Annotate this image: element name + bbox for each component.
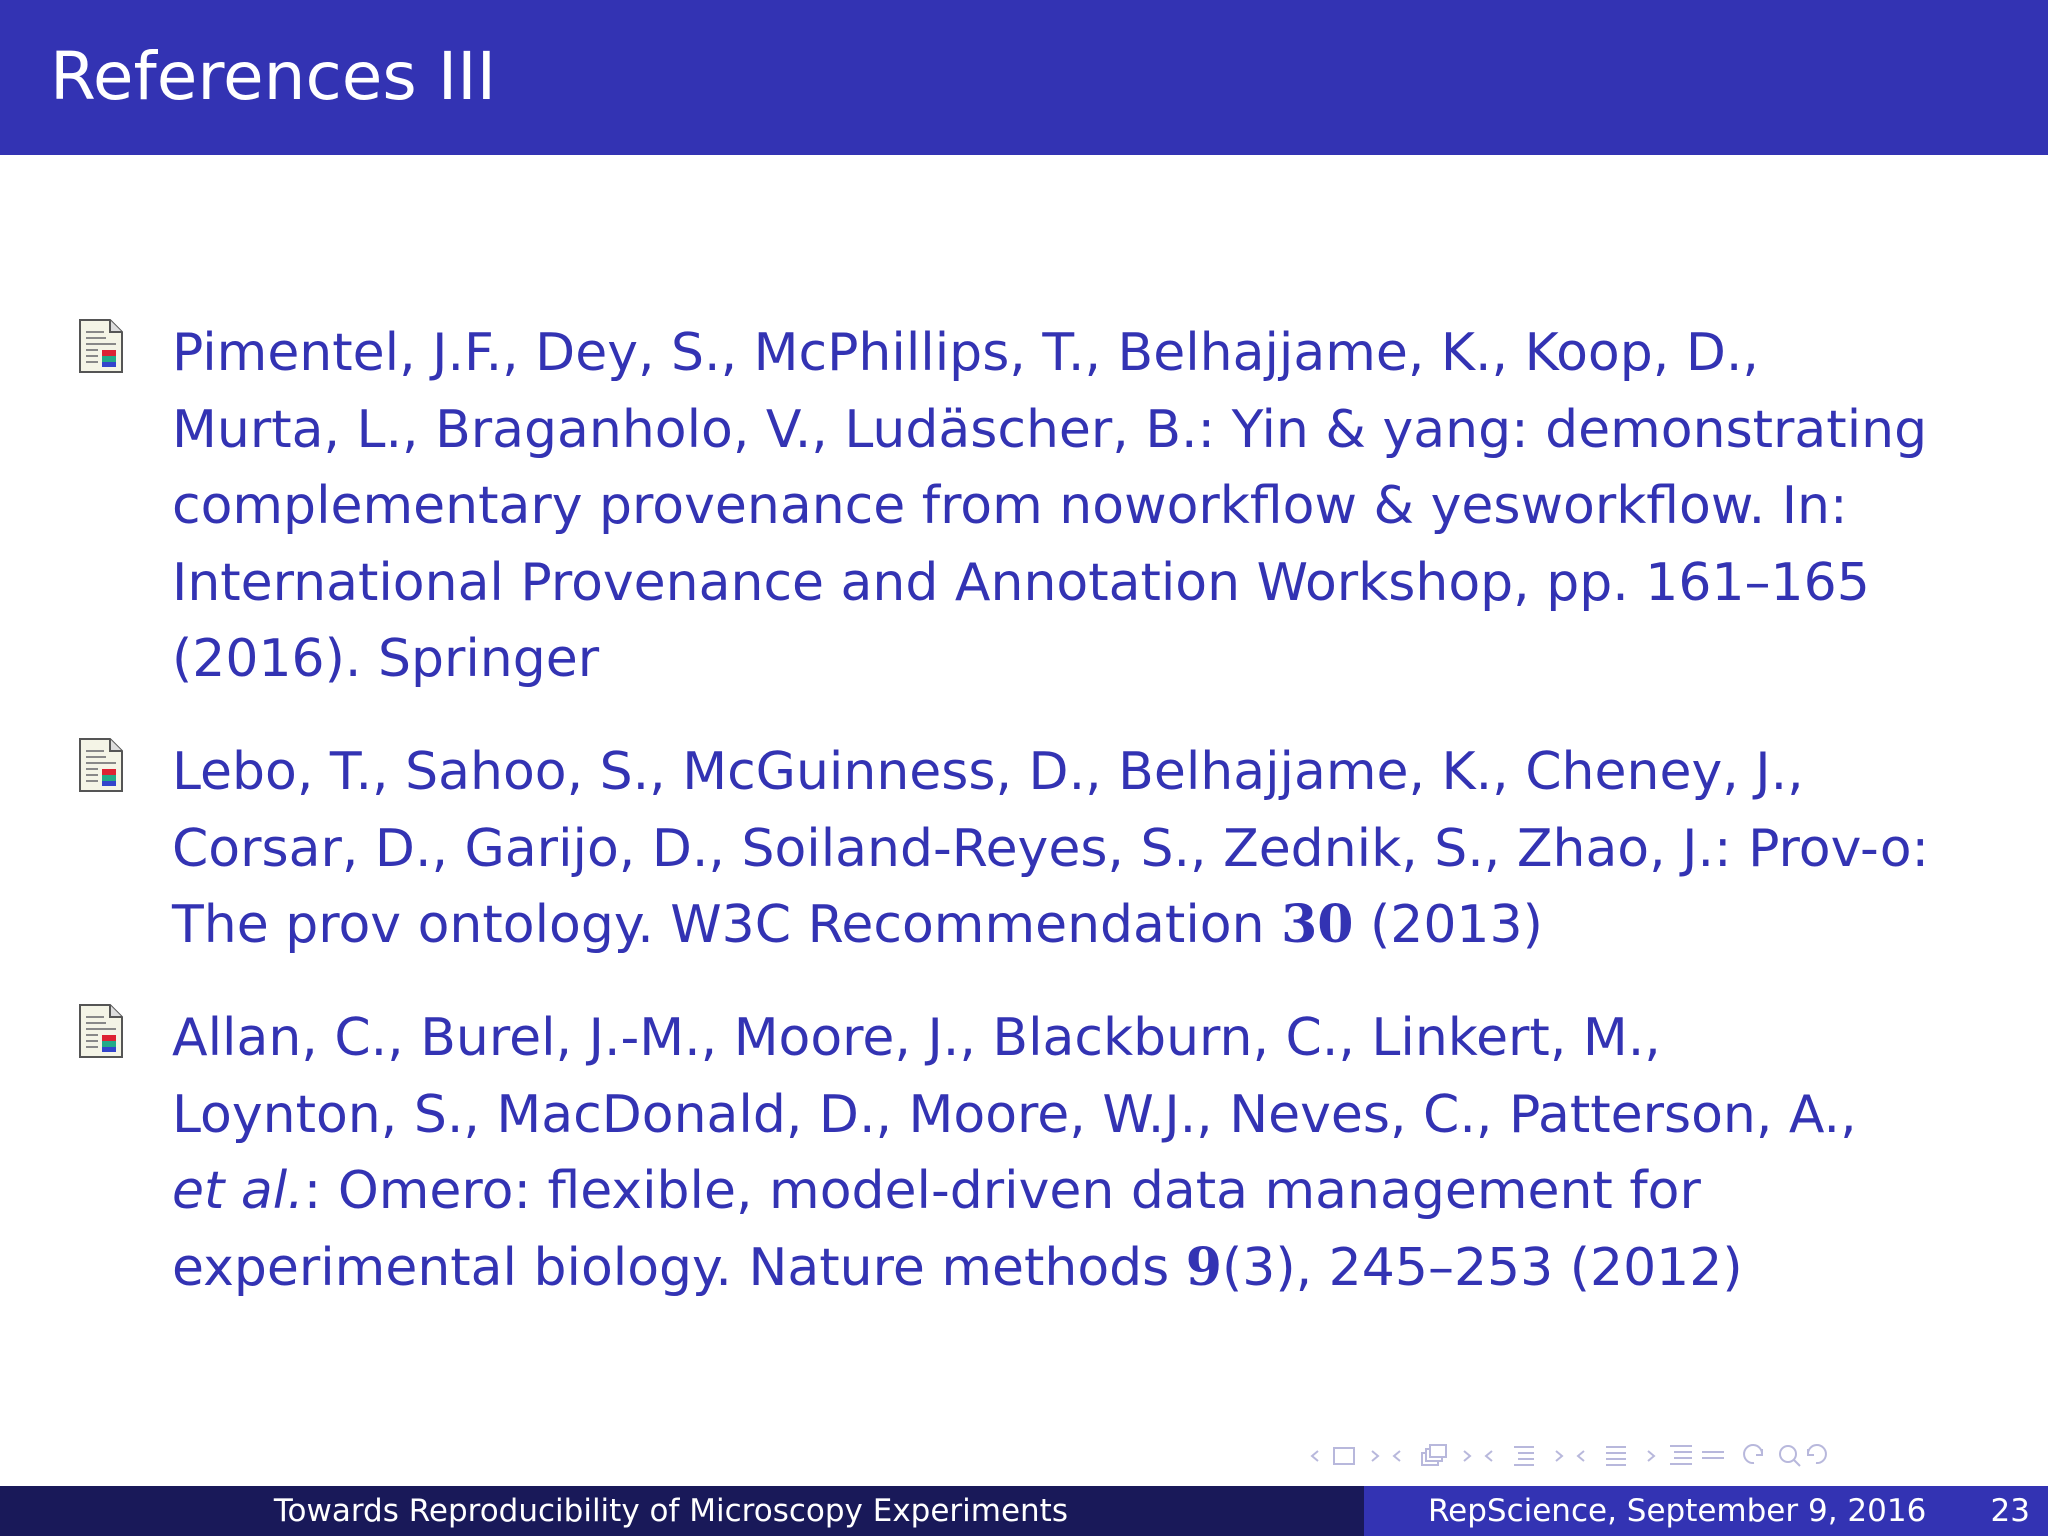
- slide-title: References III: [50, 38, 497, 115]
- frame-nav-icon[interactable]: [1310, 1443, 1380, 1469]
- footer-date: RepScience, September 9, 2016: [1428, 1493, 1927, 1529]
- reference-line: (2016). Springer: [172, 629, 600, 689]
- reference-line: The prov ontology. W3C Recommendation 30 (2013): [172, 894, 1543, 955]
- reference-line: Pimentel, J.F., Dey, S., McPhillips, T., Belhajjame, K., Koop, D.,: [172, 323, 1759, 383]
- footer-info: [1364, 1486, 2048, 1536]
- document-icon: [78, 318, 124, 374]
- page-number: 23: [1990, 1493, 2030, 1529]
- document-icon: [78, 737, 124, 793]
- search-icon[interactable]: [1740, 1441, 1830, 1471]
- section-nav-icon[interactable]: [1484, 1441, 1564, 1471]
- reference-line: Lebo, T., Sahoo, S., McGuinness, D., Belhajjame, K., Cheney, J.,: [172, 742, 1804, 802]
- reference-text: [172, 734, 2002, 964]
- reference-line: Loynton, S., MacDonald, D., Moore, W.J., Neves, C., Patterson, A.,: [172, 1084, 1857, 1145]
- reference-text: [172, 315, 2002, 698]
- footer-title: Towards Reproducibility of Microscopy Experiments: [0, 1486, 1364, 1536]
- reference-line: Allan, C., Burel, J.-M., Moore, J., Blackburn, C., Linkert, M.,: [172, 1008, 1661, 1068]
- slide-header: [0, 0, 2048, 155]
- document-icon: [78, 1003, 124, 1059]
- slide-footer: [0, 1486, 2048, 1536]
- subsection-nav-icon[interactable]: [1392, 1441, 1472, 1471]
- reference-line: Murta, L., Braganholo, V., Ludäscher, B.: Yin & yang: demonstrating: [172, 399, 1928, 460]
- volume-number: 9: [1185, 1236, 1222, 1298]
- outline-icon[interactable]: [1668, 1441, 1728, 1471]
- volume-number: 30: [1281, 894, 1354, 955]
- subsection-list-icon[interactable]: [1576, 1441, 1656, 1471]
- reference-text: [172, 1000, 2002, 1306]
- et-al-text: et al.: [172, 1161, 304, 1221]
- reference-line: Corsar, D., Garijo, D., Soiland-Reyes, S., Zednik, S., Zhao, J.: Prov-o:: [172, 818, 1930, 879]
- navigation-bar: [1310, 1440, 2040, 1472]
- reference-line: International Provenance and Annotation Workshop, pp. 161–165: [172, 552, 1870, 613]
- reference-line: et al.: Omero: flexible, model-driven data management for: [172, 1161, 1701, 1221]
- reference-line: complementary provenance from noworkflow & yesworkflow. In:: [172, 476, 1848, 536]
- reference-line: experimental biology. Nature methods 9(3), 245–253 (2012): [172, 1236, 1743, 1298]
